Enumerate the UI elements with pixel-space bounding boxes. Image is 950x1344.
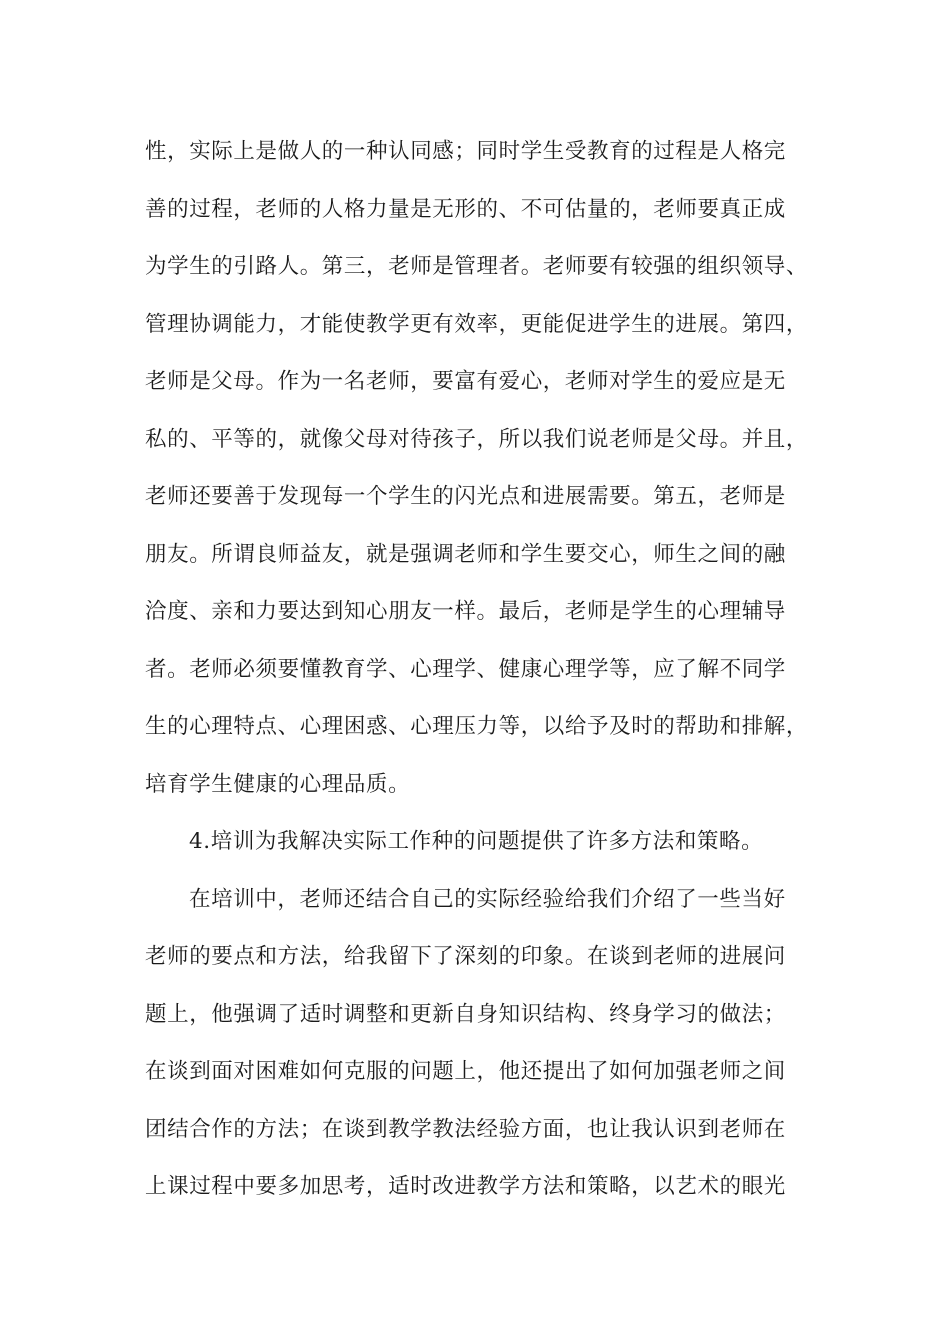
- text-line: 善的过程，老师的人格力量是无形的、不可估量的，老师要真正成: [145, 196, 786, 222]
- text-line: 生的心理特点、心理困惑、心理压力等，以给予及时的帮助和排解，: [145, 714, 809, 739]
- section-heading: 4.培训为我解决实际工作种的问题提供了许多方法和策略。: [189, 829, 764, 854]
- text-line: 老师还要善于发现每一个学生的闪光点和进展需要。第五，老师是: [145, 484, 786, 509]
- text-line: 团结合作的方法；在谈到教学教法经验方面，也让我认识到老师在: [145, 1116, 786, 1142]
- text-line: 朋友。所谓良师益友，就是强调老师和学生要交心，师生之间的融: [145, 541, 786, 567]
- text-line: 管理协调能力，才能使教学更有效率，更能促进学生的进展。第四，: [145, 311, 809, 337]
- body-text: [145, 128, 825, 1221]
- text-line: 在谈到面对困难如何克服的问题上，他还提出了如何加强老师之间: [145, 1059, 786, 1084]
- text-line: 题上，他强调了适时调整和更新自身知识结构、终身学习的做法；: [145, 1001, 786, 1027]
- text-line: 老师是父母。作为一名老师，要富有爱心，老师对学生的爱应是无: [145, 369, 786, 394]
- text-line: 者。老师必须要懂教育学、心理学、健康心理学等，应了解不同学: [145, 656, 786, 682]
- paragraph-first-line: 在培训中，老师还结合自己的实际经验给我们介绍了一些当好: [189, 886, 786, 912]
- text-line: 洽度、亲和力要达到知心朋友一样。最后，老师是学生的心理辅导: [145, 599, 786, 624]
- text-line: 为学生的引路人。第三，老师是管理者。老师要有较强的组织领导、: [145, 254, 809, 279]
- text-line: 上课过程中要多加思考，适时改进教学方法和策略，以艺术的眼光: [145, 1174, 786, 1199]
- text-line: 私的、平等的，就像父母对待孩子，所以我们说老师是父母。并且，: [145, 426, 809, 452]
- paragraph-end-line: 培育学生健康的心理品质。: [145, 771, 411, 797]
- text-line: 老师的要点和方法，给我留下了深刻的印象。在谈到老师的进展问: [145, 944, 786, 969]
- text-line: 性，实际上是做人的一种认同感；同时学生受教育的过程是人格完: [145, 139, 786, 164]
